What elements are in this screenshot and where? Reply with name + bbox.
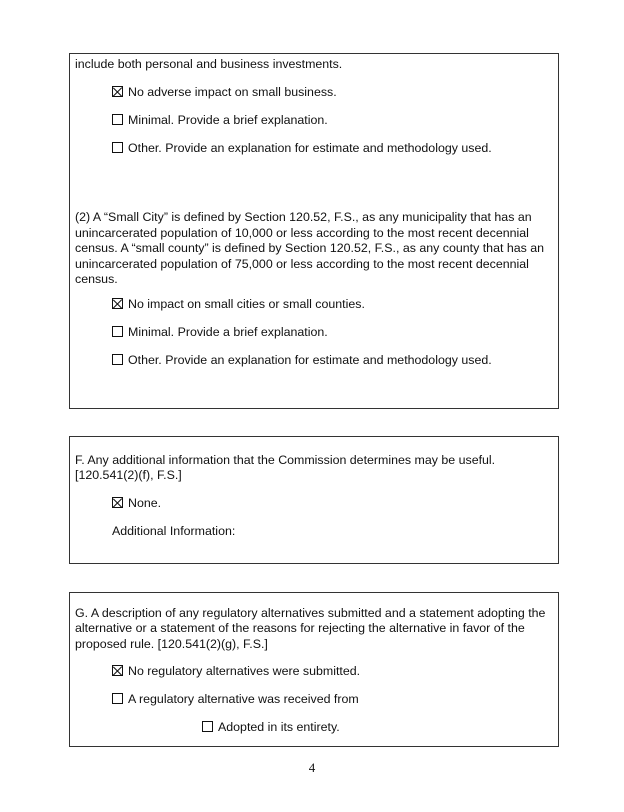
checkbox[interactable] [202, 721, 213, 732]
checkbox[interactable] [112, 693, 123, 704]
small-business-option-no-impact[interactable]: No adverse impact on small business. [112, 85, 337, 100]
additional-information-label: Additional Information: [112, 524, 236, 538]
small-city-line-3: census. A “small county” is defined by Section 120.52, F.S., as any county that has an [75, 241, 545, 255]
section-g-suboption-adopted[interactable]: Adopted in its entirety. [202, 720, 340, 735]
checkbox[interactable] [112, 354, 123, 365]
small-city-option-other[interactable]: Other. Provide an explanation for estimate and methodology used. [112, 353, 492, 368]
checkbox[interactable] [112, 142, 123, 153]
checkbox[interactable] [112, 114, 123, 125]
section-g-option-received[interactable]: A regulatory alternative was received from [112, 692, 359, 707]
checkbox-checked[interactable] [112, 665, 123, 676]
section-e-intro: include both personal and business investments. [75, 57, 343, 71]
small-city-line-4: unincarcerated population of 75,000 or less according to the most recent decennial [75, 257, 529, 271]
small-city-line-1: (2) A “Small City” is defined by Section 120.52, F.S., as any municipality that has an [75, 210, 532, 224]
small-city-line-2: unincarcerated population of 10,000 or less according to the most recent decennial [75, 226, 529, 240]
section-g-line-2: alternative or a statement of the reasons for rejecting the alternative in favor of the [75, 621, 525, 635]
small-business-option-other[interactable]: Other. Provide an explanation for estimate and methodology used. [112, 141, 492, 156]
small-city-line-5: census. [75, 272, 118, 286]
small-business-option-minimal[interactable]: Minimal. Provide a brief explanation. [112, 113, 328, 128]
small-city-option-no-impact[interactable]: No impact on small cities or small counties. [112, 297, 365, 312]
section-f-option-none[interactable]: None. [112, 496, 161, 511]
section-g-line-1: G. A description of any regulatory alternatives submitted and a statement adopting the [75, 606, 546, 620]
section-g-line-3: proposed rule. [120.541(2)(g), F.S.] [75, 637, 268, 651]
small-city-option-minimal[interactable]: Minimal. Provide a brief explanation. [112, 325, 328, 340]
checkbox[interactable] [112, 326, 123, 337]
checkbox-checked[interactable] [112, 298, 123, 309]
checkbox-checked[interactable] [112, 86, 123, 97]
page-number: 4 [308, 760, 316, 775]
section-g-option-none-submitted[interactable]: No regulatory alternatives were submitted. [112, 664, 360, 679]
section-f-line-2: [120.541(2)(f), F.S.] [75, 468, 182, 482]
section-f-line-1: F. Any additional information that the Commission determines may be useful. [75, 453, 496, 467]
checkbox-checked[interactable] [112, 497, 123, 508]
